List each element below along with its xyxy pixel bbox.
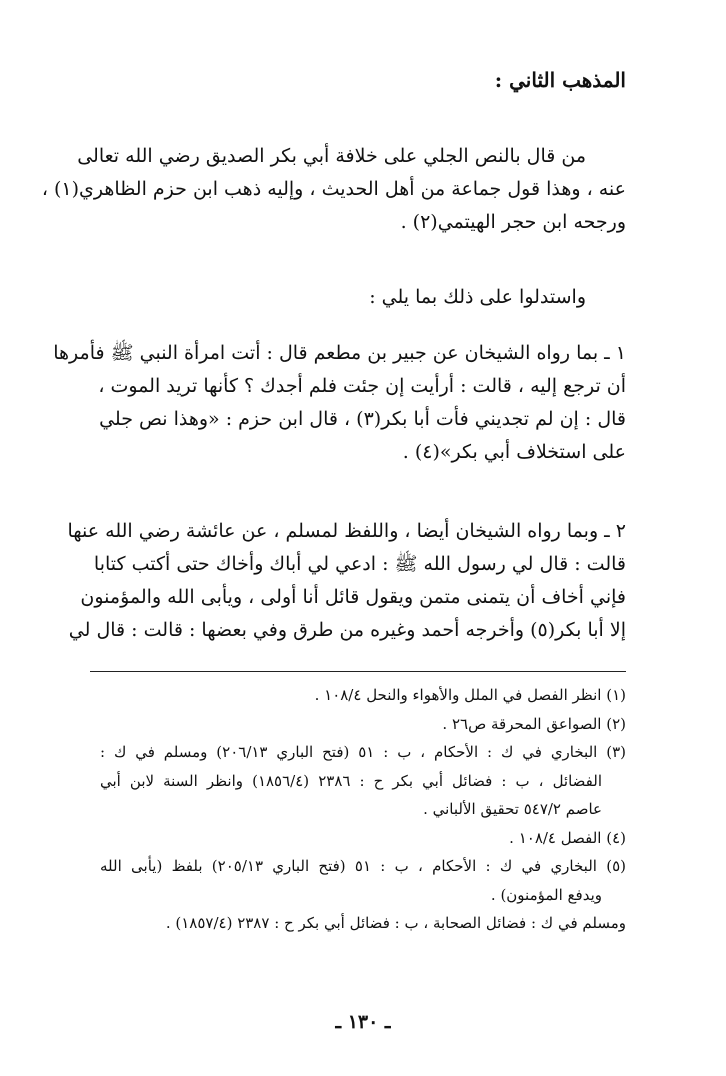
- evidence-item-1: [53, 337, 626, 469]
- text-line: ٢ ـ وبما رواه الشيخان أيضا ، واللفظ لمسلم ، عن عائشة رضي الله عنها: [67, 520, 626, 542]
- text-line: من قال بالنص الجلي على خلافة أبي بكر الصديق رضي الله تعالى: [77, 145, 586, 167]
- footnote-line: (٥) البخاري في ك : الأحكام ، ب : ٥١ (فتح الباري ٢٠٥/١٣) بلفظ (يأبى الله: [100, 857, 626, 875]
- footnote-line: (٣) البخاري في ك : الأحكام ، ب : ٥١ (فتح الباري ٢٠٦/١٣) ومسلم في ك :: [100, 743, 626, 761]
- text-line: قال : إن لم تجديني فأت أبا بكر(٣) ، قال ابن حزم : «وهذا نص جلي: [99, 408, 626, 430]
- footnote-line: عاصم ٥٤٧/٢ تحقيق الألباني .: [423, 800, 602, 818]
- text-line: واستدلوا على ذلك بما يلي :: [369, 286, 586, 308]
- text-line: فإني أخاف أن يتمنى متمن ويقول قائل أنا أولى ، ويأبى الله والمؤمنون: [80, 586, 626, 608]
- text-line: أن ترجع إليه ، قالت : أرأيت إن جئت فلم أجدك ؟ كأنها تريد الموت ،: [98, 375, 626, 397]
- text-line: ورجحه ابن حجر الهيتمي(٢) .: [400, 211, 626, 233]
- page-number: ـ ١٣٠ ـ: [335, 1011, 391, 1033]
- text-line: قالت : قال لي رسول الله ﷺ : ادعي لي أباك وأخاك حتى أكتب كتابا: [93, 553, 626, 575]
- footnote-separator: [90, 671, 626, 672]
- text-line: إلا أبا بكر(٥) وأخرجه أحمد وغيره من طرق وفي بعضها : قالت : قال لي: [68, 619, 626, 641]
- paragraph-evidence-intro: [100, 281, 626, 314]
- paragraph-intro: [41, 140, 626, 239]
- footnote-line: ويدفع المؤمنون) .: [490, 885, 602, 904]
- text-line: على استخلاف أبي بكر»(٤) .: [402, 441, 626, 463]
- footnotes: [100, 681, 626, 938]
- section-heading: المذهب الثاني :: [494, 68, 626, 92]
- text-line: عنه ، وهذا قول جماعة من أهل الحديث ، وإليه ذهب ابن حزم الظاهري(١) ،: [41, 178, 626, 200]
- evidence-item-2: [67, 515, 626, 647]
- footnote-line: (٤) الفصل ١٠٨/٤ .: [509, 828, 626, 847]
- footnote-line: (١) انظر الفصل في الملل والأهواء والنحل ١٠٨/٤ .: [314, 686, 626, 704]
- footnote-line: (٢) الصواعق المحرقة ص٢٦ .: [442, 714, 626, 733]
- footnote-line: ومسلم في ك : فضائل الصحابة ، ب : فضائل أبي بكر ح : ٢٣٨٧ (١٨٥٧/٤) .: [165, 914, 626, 932]
- footnote-line: الفضائل ، ب : فضائل أبي بكر ح : ٢٣٨٦ (١٨٥٦/٤) وانظر السنة لابن أبي: [100, 771, 603, 790]
- text-line: ١ ـ بما رواه الشيخان عن جبير بن مطعم قال : أتت امرأة النبي ﷺ فأمرها: [53, 342, 626, 364]
